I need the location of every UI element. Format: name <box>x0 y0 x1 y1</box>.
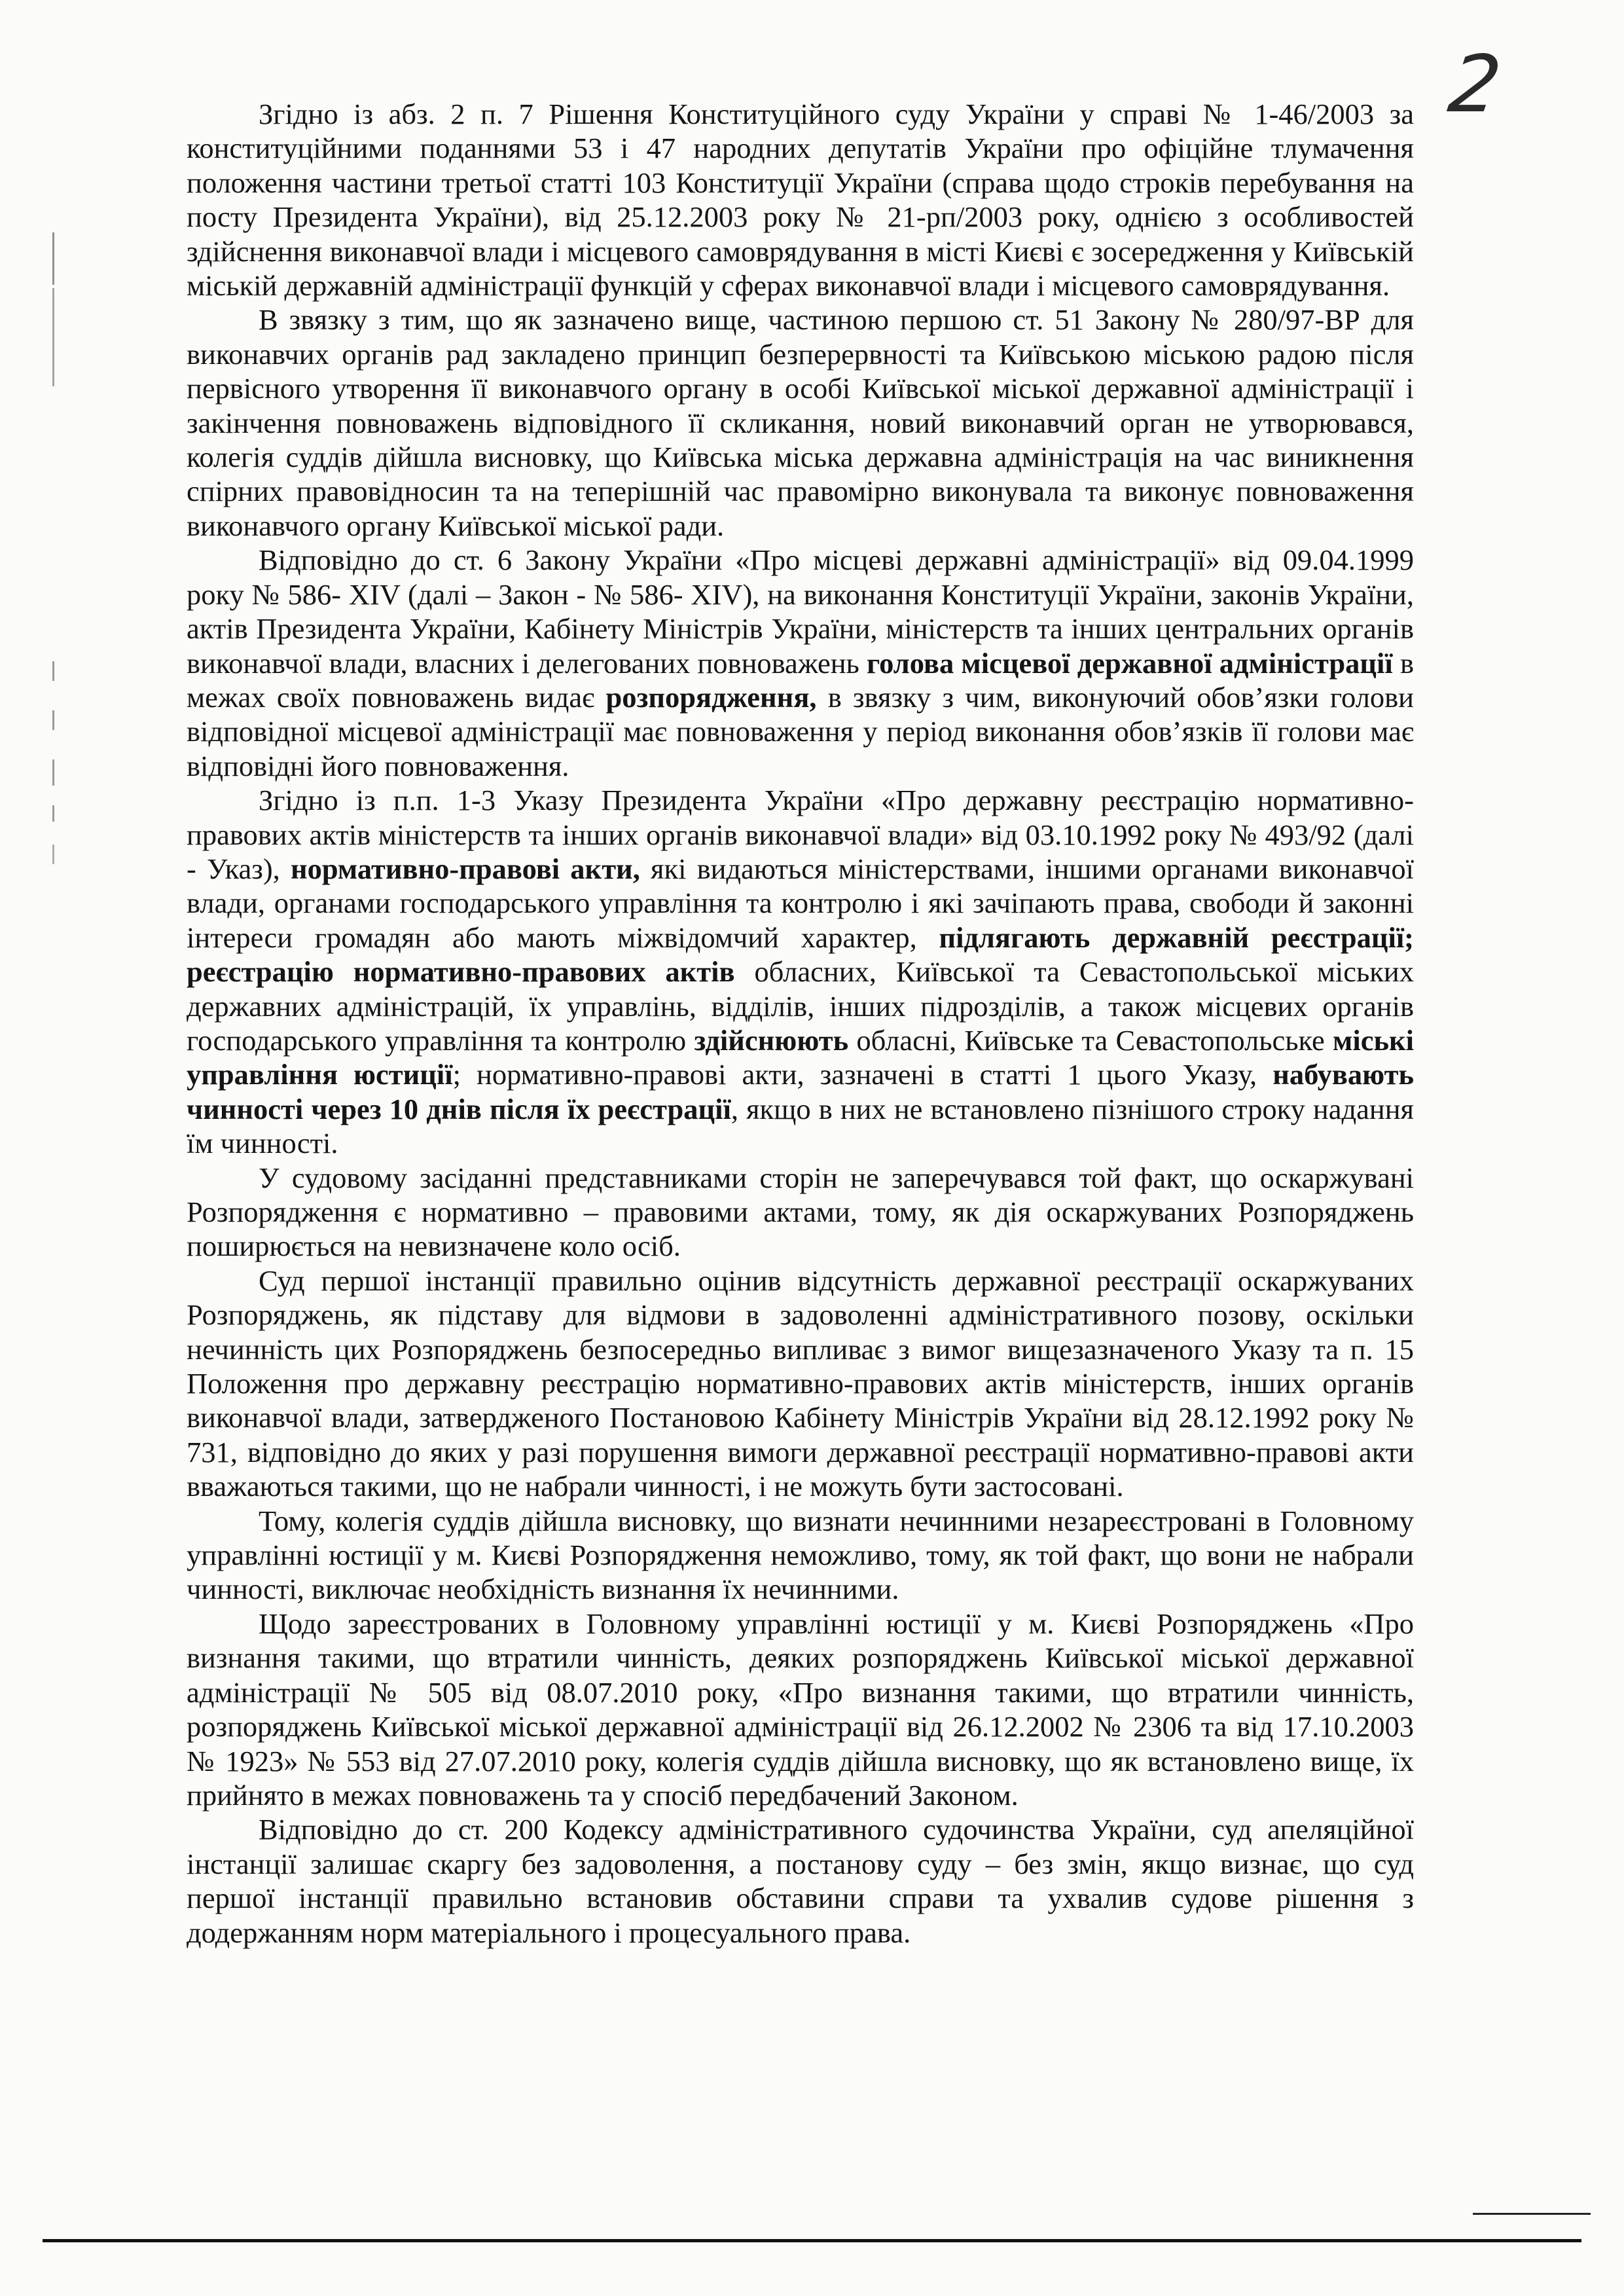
text-run: в звязку з чим, виконуючий обов’язки голови відповідної місцевої адміністрації має повноваження у період виконання обов’язків її голови має відповідні його повноваження. <box>187 680 1414 782</box>
text-run: Щодо зареєстрованих в Головному управлінні юстиції у м. Києві Розпоряджень «Про визнання такими, що втратили чинність, деяких розпоряджень Київської міської державної адміністрації № 505 від 08.07.2010 року, «Про визнання такими, що втратили чинність, розпоряджень Київської міської державної адміністрації від 26.12.2002 № 2306 та від 17.10.2003 № 1923» № 553 від 27.07.2010 року, колегія суддів дійшла висновку, що як встановлено вище, їх прийнято в межах повноважень та у спосіб передбачений Законом. <box>187 1607 1414 1812</box>
bold-text-run: голова місцевої державної адміністрації <box>867 646 1393 680</box>
text-run: Відповідно до ст. 6 Закону України «Про місцеві державні адміністрації» від 09.04.1999 року № 586- XIV (далі – Закон - № 586- XIV), на виконання Конституції України, законів України, актів Президента України, Кабінету Міністрів України, міністерств та інших центральних органів виконавчої влади, власних і делегованих повноважень <box>187 543 1414 680</box>
text-run: Суд першої інстанції правильно оцінив відсутність державної реєстрації оскаржуваних Розпоряджень, як підставу для відмови в задоволенні адміністративного позову, оскільки нечинність цих Розпоряджень безпосередньо випливає з вимог вищезазначеного Указу та п. 15 Положення про державну реєстрацію нормативно-правових актів міністерств, інших органів виконавчої влади, затвердженого Постановою Кабінету Міністрів України від 28.12.1992 року № 731, відповідно до яких у разі порушення вимоги державної реєстрації нормативно-правові акти вважаються такими, що не набрали чинності, і не можуть бути застосовані. <box>187 1264 1414 1503</box>
paragraph <box>187 543 1414 783</box>
paragraph <box>187 1607 1414 1812</box>
bold-text-run: підлягають державній реєстрації; реєстрацію нормативно-правових актів <box>187 920 1415 989</box>
margin-line-mark <box>52 710 54 730</box>
bold-text-run: набувають чинності через 10 днів після їх реєстрації <box>187 1058 1414 1125</box>
paragraph <box>187 783 1414 1160</box>
text-run: ; нормативно-правові акти, зазначені в статті 1 цього Указу, <box>452 1058 1273 1091</box>
text-run: обласні, Київське та Севастопольське <box>848 1023 1333 1057</box>
bold-text-run: міські управління юстиції <box>187 1023 1415 1091</box>
paragraph <box>187 1264 1414 1504</box>
paragraph <box>187 1812 1414 1950</box>
text-run: в межах своїх повноважень видає <box>187 646 1414 714</box>
footer-short-rule <box>1473 2213 1591 2215</box>
handwritten-page-number: 2 <box>1443 39 1507 130</box>
document-body <box>187 97 1414 1950</box>
paragraph <box>187 1504 1414 1607</box>
paragraph <box>187 1161 1414 1264</box>
paragraph <box>187 302 1414 543</box>
footer-rule <box>43 2239 1581 2242</box>
margin-line-mark <box>52 759 54 786</box>
bold-text-run: розпорядження, <box>605 680 817 714</box>
margin-line-mark <box>52 805 54 822</box>
text-run: Тому, колегія суддів дійшла висновку, що визнати нечинними незареєстровані в Головному управлінні юстиції у м. Києві Розпорядження неможливо, тому, як той факт, що вони не набрали чинності, виключає необхідність визнання їх нечинними. <box>187 1504 1414 1606</box>
text-run: Згідно із п.п. 1-3 Указу Президента України «Про державну реєстрацію нормативно-правових актів міністерств та інших органів виконавчої влади» від 03.10.1992 року № 493/92 (далі - Указ), <box>187 784 1414 885</box>
margin-line-mark <box>52 232 54 285</box>
text-run: Відповідно до ст. 200 Кодексу адміністративного судочинства України, суд апеляційної інстанції залишає скаргу без задоволення, а постанову суду – без змін, якщо визнає, що суд першої інстанції правильно встановив обставини справи та ухвалив судове рішення з додержанням норм матеріального і процесуального права. <box>187 1813 1414 1949</box>
text-run: які видаються міністерствами, іншими органами виконавчої влади, органами господарського управління та контролю і які зачіпають права, свободи й законні інтереси громадян або мають міжвідомчий характер, <box>187 852 1414 954</box>
text-run: В звязку з тим, що як зазначено вище, частиною першою ст. 51 Закону № 280/97-ВР для виконавчих органів рад закладено принцип безперервності та Київською міською радою після первісного утворення її виконавчого органу в особі Київської міської державної адміністрації і закінчення повноважень відповідного її скликання, новий виконавчий орган не утворювався, колегія суддів дійшла висновку, що Київська міська державна адміністрація на час виникнення спірних правовідносин та на теперішній час правомірно виконувала та виконує повноваження виконавчого органу Київської міської ради. <box>187 303 1414 542</box>
text-run: обласних, Київської та Севастопольської міських державних адміністрацій, їх управлінь, відділів, інших підрозділів, а також місцевих органів господарського управління та контролю <box>187 955 1414 1057</box>
bold-text-run: здійснюють <box>694 1023 849 1057</box>
bold-text-run: нормативно-правові акти, <box>290 852 640 885</box>
text-run: , якщо в них не встановлено пізнішого строку надання їм чинності. <box>187 1092 1414 1160</box>
text-run: Згідно із абз. 2 п. 7 Рішення Конституційного суду України у справі № 1-46/2003 за конституційними поданнями 53 і 47 народних депутатів України про офіційне тлумачення положення частини третьої статті 103 Конституції України (справа щодо строків перебування на посту Президента України), від 25.12.2003 року № 21-рп/2003 року, однією з особливостей здійснення виконавчої влади і місцевого самоврядування в місті Києві є зосередження у Київській міській державній адміністрації функцій у сферах виконавчої влади і місцевого самоврядування. <box>187 98 1414 302</box>
text-run: У судовому засіданні представниками сторін не заперечувався той факт, що оскаржувані Розпорядження є нормативно – правовими актами, тому, як дія оскаржуваних Розпоряджень поширюється на невизначене коло осіб. <box>187 1161 1414 1263</box>
paragraph <box>187 97 1414 302</box>
margin-line-mark <box>52 661 54 681</box>
margin-line-mark <box>52 845 54 864</box>
margin-line-mark <box>52 288 54 386</box>
